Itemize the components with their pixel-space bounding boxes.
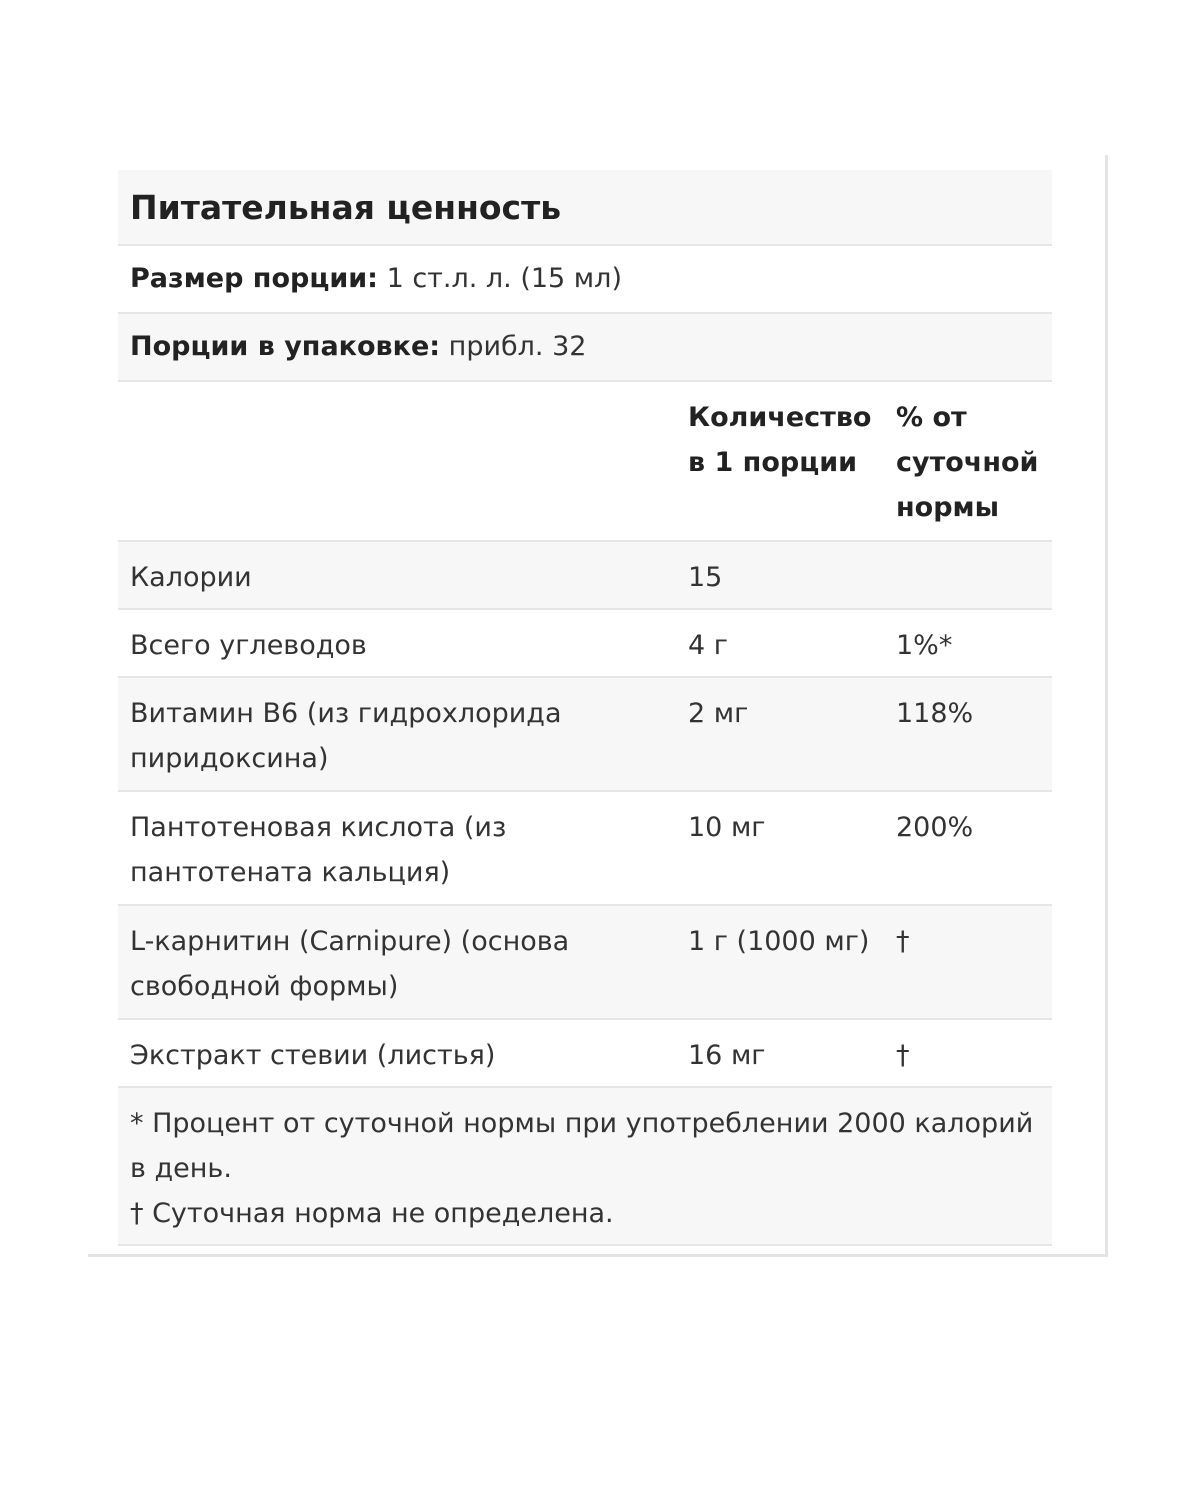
nutrient-daily-value: 118% <box>896 698 974 729</box>
serving-size-label: Размер порции: <box>130 263 378 294</box>
servings-per-container-row <box>118 314 1052 382</box>
nutrient-name: Всего углеводов <box>130 630 367 661</box>
nutrient-name: Пантотеновая кислота (из пантотената кальция) <box>130 812 507 888</box>
nutrient-amount: 2 мг <box>688 698 749 729</box>
nutrient-amount: 15 <box>688 562 723 593</box>
amount-column-header: Количество в 1 порции <box>688 402 872 478</box>
nutrient-amount: 10 мг <box>688 812 766 843</box>
column-header-row <box>118 382 1052 542</box>
table-row <box>118 1020 1052 1088</box>
nutrient-amount: 4 г <box>688 630 728 661</box>
nutrient-name: L-карнитин (Carnipure) (основа свободной формы) <box>130 926 570 1002</box>
servings-per-container-label: Порции в упаковке: <box>130 331 441 362</box>
nutrient-name: Экстракт стевии (листья) <box>130 1040 496 1071</box>
nutrient-amount: 16 мг <box>688 1040 766 1071</box>
nutrient-daily-value: 1%* <box>896 630 953 661</box>
daily-value-not-established-footnote: † Суточная норма не определена. <box>130 1198 614 1229</box>
nutrient-name: Калории <box>130 562 252 593</box>
nutrition-facts-table <box>118 170 1052 1246</box>
nutrient-daily-value: † <box>896 926 910 957</box>
footnotes-row <box>118 1088 1052 1246</box>
nutrient-amount: 1 г (1000 мг) <box>688 926 870 957</box>
table-row <box>118 542 1052 610</box>
percent-daily-value-footnote: * Процент от суточной нормы при употреблении 2000 калорий в день. <box>130 1108 1034 1184</box>
serving-size-value: 1 ст.л. л. (15 мл) <box>386 263 622 294</box>
table-row <box>118 610 1052 678</box>
daily-value-column-header: % от суточной нормы <box>896 402 1039 523</box>
nutrient-daily-value: † <box>896 1040 910 1071</box>
serving-size-row <box>118 246 1052 314</box>
table-title: Питательная ценность <box>130 188 562 227</box>
nutrient-column-header <box>118 395 688 540</box>
table-row <box>118 792 1052 906</box>
nutrient-daily-value: 200% <box>896 812 974 843</box>
nutrient-name: Витамин B6 (из гидрохлорида пиридоксина) <box>130 698 562 774</box>
servings-per-container-value: прибл. 32 <box>448 331 587 362</box>
table-title-row <box>118 170 1052 246</box>
table-row <box>118 678 1052 792</box>
nutrient-daily-value <box>896 555 1052 608</box>
table-row <box>118 906 1052 1020</box>
